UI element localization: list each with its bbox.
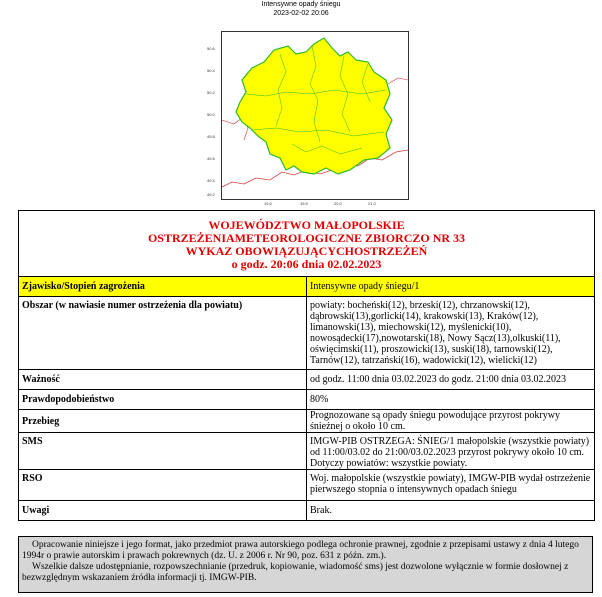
row-value-uwagi: Brak. <box>307 501 595 521</box>
malopolskie-region <box>236 38 392 174</box>
row-label-zjawisko: Zjawisko/Stopień zagrożenia <box>19 277 307 297</box>
row-value-waznosc: od godz. 11:00 dnia 03.02.2023 do godz. 21:00 dnia 03.02.2023 <box>307 370 595 390</box>
map-title: Intensywne opady śniegu <box>261 1 341 8</box>
warning-table <box>18 210 595 521</box>
footer-distribution: Wszelkie dalsze udostępnianie, rozpowszechnianie (przedruk, kopiowanie, wiadomość sms) jest dozwolone wyłącznie w formie dosłownej z bezwzględnym wskazaniem źródła informacji tj. IMGW-PIB. <box>22 562 569 583</box>
footer-copyright: Opracowanie niniejsze i jego format, jako przedmiot prawa autorskiego podlega ochronie prawnej, zgodnie z przepisami ustawy z dnia 4 lutego 1994r o prawie autorskim i prawach pokrewnych (dz. U. z 2006 r. Nr 90, poz. 631 z późn. zm.). <box>22 540 579 561</box>
row-label-rso: RSO <box>19 470 307 501</box>
neighbor-border-east <box>388 78 408 84</box>
map-y-tick: 49.6 <box>207 156 215 161</box>
row-label-obszar: Obszar (w nawiasie numer ostrzeżenia dla powiatu) <box>19 297 307 370</box>
header-datetime: o godz. 20:06 dnia 02.02.2023 <box>231 257 382 271</box>
map-datetime: 2023-02-02 20:06 <box>273 10 329 17</box>
row-value-przebieg: Prognozowane są opady śniegu powodujące przyrost pokrywy śnieżnej o około 10 cm. <box>307 410 595 433</box>
map-y-tick: 49.2 <box>207 192 215 197</box>
row-label-prawdopodobienstwo: Prawdopodobieństwo <box>19 390 307 410</box>
row-value-sms: IMGW-PIB OSTRZEGA: ŚNIEG/1 małopolskie (wszystkie powiaty) od 11:00/03.02 do 21:00/03.02.2023 przyrost pokrywy około 10 cm. Dotyczy powiatów: wszystkie powiaty. <box>307 433 595 470</box>
map-x-tick: 20.0 <box>334 201 342 206</box>
warning-map <box>207 31 409 206</box>
map-y-tick: 49.4 <box>207 178 215 183</box>
map-x-tick: 21.0 <box>368 201 376 206</box>
copyright-footer <box>18 536 593 593</box>
row-value-zjawisko: Intensywne opady śniegu/1 <box>307 277 595 297</box>
map-x-tick: 19.0 <box>264 201 272 206</box>
warning-header <box>19 211 595 277</box>
header-subtitle: WYKAZ OBOWIĄZUJĄCYCHOSTRZEŻEŃ <box>185 244 428 258</box>
map-y-tick: 50.6 <box>207 46 215 51</box>
row-value-obszar: powiaty: bocheński(12), brzeski(12), chrzanowski(12), dąbrowski(13),gorlicki(14), krakowski(13), Kraków(12), limanowski(13), miechowski(12), myślenicki(10), nowosądecki(17),nowotarski(18), Nowy Sącz(13),olkuski(11), oświęcimski(11), proszowicki(13), suski(18), tarnowski(12), Tarnów(12), tatrzański(16), wadowicki(12), wielicki(12) <box>307 297 595 370</box>
row-label-przebieg: Przebieg <box>19 410 307 433</box>
region-map-svg <box>222 32 408 199</box>
row-label-uwagi: Uwagi <box>19 501 307 521</box>
row-label-waznosc: Ważność <box>19 370 307 390</box>
header-voivodeship: WOJEWÓDZTWO MAŁOPOLSKIE <box>208 218 405 232</box>
row-value-rso: Woj. małopolskie (wszystkie powiaty), IMGW-PIB wydał ostrzeżenie pierwszego stopnia o intensywnych opadach śniegu <box>307 470 595 501</box>
map-y-tick: 50.0 <box>207 112 215 117</box>
map-y-tick: 50.2 <box>207 90 215 95</box>
row-label-sms: SMS <box>19 433 307 470</box>
map-y-tick: 50.4 <box>207 68 215 73</box>
header-title: OSTRZEŻENIAMETEOROLOGICZNE ZBIORCZO NR 33 <box>147 231 466 245</box>
map-y-tick: 49.8 <box>207 134 215 139</box>
row-value-prawdopodobienstwo: 80% <box>307 390 595 410</box>
map-x-tick: 19.5 <box>300 201 308 206</box>
